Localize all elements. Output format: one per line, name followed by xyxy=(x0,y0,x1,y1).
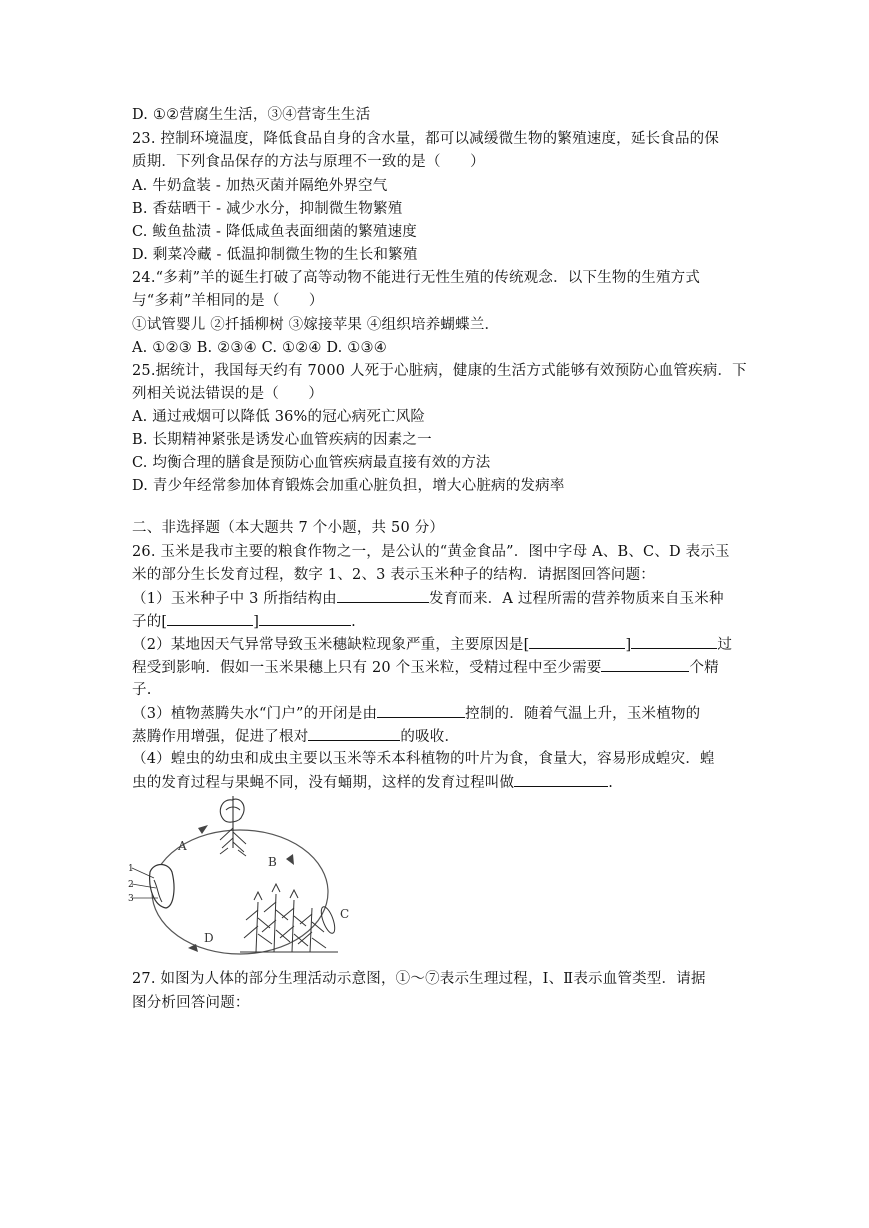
q26-p1-text-e: . xyxy=(351,614,356,630)
q26-p1-text-c: 子的[ xyxy=(132,614,168,630)
q26-p4-text-b: 虫的发育过程与果蝇不同，没有蛹期，这样的发育过程叫做 xyxy=(132,775,515,791)
label-d: D xyxy=(204,931,214,945)
q26-p2-text-d: 程受到影响．假如一玉米果穗上只有 20 个玉米粒，受精过程中至少需要 xyxy=(132,660,602,676)
q23-option-b: B. 香菇晒干 - 减少水分，抑制微生物繁殖 xyxy=(132,201,403,217)
answer-blank[interactable] xyxy=(514,772,608,787)
q25-stem-line2: 列相关说法错误的是（ ） xyxy=(132,386,324,402)
q26-part2-line1 xyxy=(132,634,732,655)
q25-option-a: A. 通过戒烟可以降低 36%的冠心病死亡风险 xyxy=(132,409,426,425)
q25-option-b: B. 长期精神紧张是诱发心血管疾病的因素之一 xyxy=(132,432,432,448)
q26-stem-line2: 米的部分生长发育过程，数字 1、2、3 表示玉米种子的结构．请据图回答问题： xyxy=(132,567,655,583)
q26-part2-line3: 子. xyxy=(132,682,152,698)
q26-p1-text-d: ] xyxy=(253,614,260,630)
section2-heading: 二、非选择题（本大题共 7 个小题，共 50 分） xyxy=(132,520,445,536)
q25-option-d: D. 青少年经常参加体育锻炼会加重心脏负担，增大心脏病的发病率 xyxy=(132,478,565,494)
answer-blank[interactable] xyxy=(377,703,465,718)
q26-p1-text-b: 发育而来．A 过程所需的营养物质来自玉米种 xyxy=(428,591,724,607)
corn-seedling-icon xyxy=(220,796,246,856)
q26-p2-text-b: ] xyxy=(625,637,632,653)
q23-stem-line1: 23. 控制环境温度，降低食品自身的含水量，都可以减缓微生物的繁殖速度，延长食品的保 xyxy=(132,131,720,147)
q24-stem-line1: 24.“多莉”羊的诞生打破了高等动物不能进行无性生殖的传统观念．以下生物的生殖方式 xyxy=(132,270,701,286)
q26-p1-text-a: （1）玉米种子中 3 所指结构由 xyxy=(132,591,337,607)
label-a: A xyxy=(178,839,187,853)
q26-p2-text-e: 个精 xyxy=(689,660,719,676)
label-3: 3 xyxy=(128,894,134,904)
label-1: 1 xyxy=(128,864,134,874)
answer-blank[interactable] xyxy=(308,726,400,741)
q26-p3-text-c: 蒸腾作用增强，促进了根对 xyxy=(132,729,309,745)
label-2: 2 xyxy=(128,880,134,890)
q23-option-c: C. 鲅鱼盐渍 - 降低咸鱼表面细菌的繁殖速度 xyxy=(132,224,418,240)
q26-p4-text-c: . xyxy=(608,775,614,791)
answer-blank[interactable] xyxy=(337,588,429,603)
q25-stem-line1: 25.据统计，我国每天约有 7000 人死于心脏病，健康的生活方式能够有效预防心血管疾病．下 xyxy=(132,363,747,379)
q26-part1-line2 xyxy=(132,611,356,632)
q24-options: A. ①②③ B. ②③④ C. ①②④ D. ①③④ xyxy=(132,340,387,356)
q26-p2-text-a: （2）某地因天气异常导致玉米穗缺粒现象严重，主要原因是[ xyxy=(132,637,530,653)
answer-blank[interactable] xyxy=(631,634,717,649)
q26-p3-text-a: （3）植物蒸腾失水“门户”的开闭是由 xyxy=(132,706,378,722)
answer-blank[interactable] xyxy=(529,634,625,649)
q26-p3-text-d: 的吸收． xyxy=(400,729,460,745)
q26-part4-line1: （4）蝗虫的幼虫和成虫主要以玉米等禾本科植物的叶片为食，食量大，容易形成蝗灾．蝗 xyxy=(132,751,715,767)
q26-stem-line1: 26. 玉米是我市主要的粮食作物之一，是公认的“黄金食品”．图中字母 A、B、C、D 表示玉 xyxy=(132,544,730,560)
answer-blank[interactable] xyxy=(167,611,253,626)
arrow-a-head xyxy=(198,825,208,834)
q27-stem-line2: 图分析回答问题： xyxy=(132,995,250,1011)
corn-plants-icon xyxy=(240,884,338,952)
corn-lifecycle-diagram xyxy=(128,792,360,962)
q22-option-d: D. ①②营腐生生活，③④营寄生生活 xyxy=(132,107,371,123)
q23-stem-line2: 质期．下列食品保存的方法与原理不一致的是（ ） xyxy=(132,154,485,170)
q26-p2-text-c: 过 xyxy=(717,637,733,653)
q26-p3-text-b: 控制的．随着气温上升，玉米植物的 xyxy=(465,706,701,722)
q26-part2-line2 xyxy=(132,657,719,678)
q27-stem-line1: 27. 如图为人体的部分生理活动示意图，①～⑦表示生理过程，Ⅰ、Ⅱ表示血管类型．请据 xyxy=(132,971,706,987)
label-c: C xyxy=(340,907,350,921)
q26-part3-line1 xyxy=(132,703,700,724)
q25-option-c: C. 均衡合理的膳食是预防心血管疾病最直接有效的方法 xyxy=(132,455,491,471)
q23-option-d: D. 剩菜冷藏 - 低温抑制微生物的生长和繁殖 xyxy=(132,247,418,263)
q24-items: ①试管婴儿 ②扦插柳树 ③嫁接苹果 ④组织培养蝴蝶兰． xyxy=(132,317,500,333)
answer-blank[interactable] xyxy=(259,611,351,626)
q24-stem-line2: 与“多莉”羊相同的是（ ） xyxy=(132,293,324,309)
q23-option-a: A. 牛奶盒装 - 加热灭菌并隔绝外界空气 xyxy=(132,178,388,194)
q26-part3-line2 xyxy=(132,726,459,747)
label-b: B xyxy=(268,855,277,869)
arrow-b-head xyxy=(286,854,294,865)
answer-blank[interactable] xyxy=(601,657,689,672)
q26-part4-line2 xyxy=(132,772,613,793)
q26-part1-line1 xyxy=(132,588,724,609)
